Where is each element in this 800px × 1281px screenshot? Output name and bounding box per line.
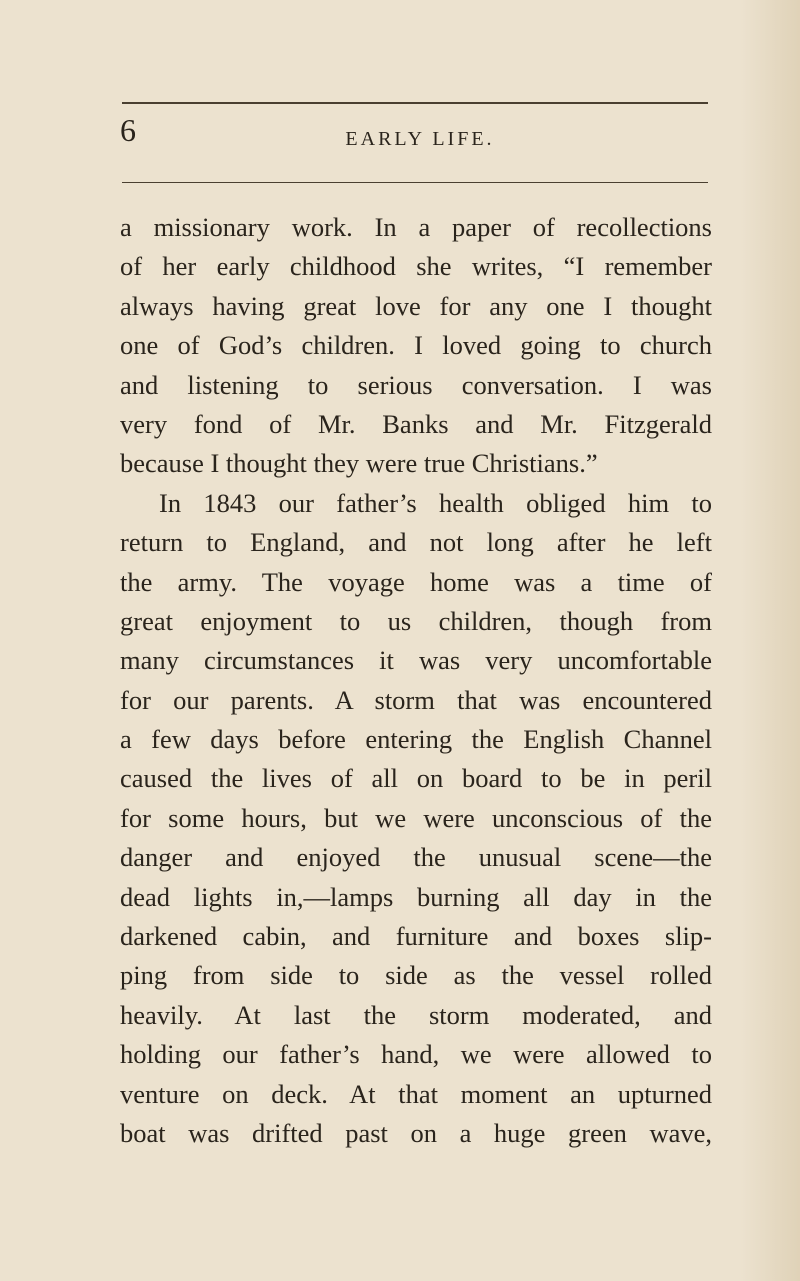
running-title: EARLY LIFE. [345,128,495,150]
paragraph-start-line: In 1843 our father’s health obliged him to [159,487,712,518]
text-line: and listening to serious conversation. I was [120,369,712,400]
text-line: because I thought they were true Christians.” [120,448,598,479]
text-line: ping from side to side as the vessel rolled [120,960,712,991]
body-text [120,208,712,1153]
text-line: for some hours, but we were unconscious of the [120,802,712,833]
text-line: for our parents. A storm that was encountered [120,684,712,715]
text-line: venture on deck. At that moment an upturned [120,1078,712,1109]
text-line: return to England, and not long after he left [120,527,712,558]
text-line: caused the lives of all on board to be in peril [120,763,712,794]
text-line: danger and enjoyed the unusual scene—the [120,842,712,873]
text-line: always having great love for any one I thought [120,290,712,321]
text-line: darkened cabin, and furniture and boxes slip- [120,921,712,952]
header-rule-top [122,102,708,104]
text-line: a missionary work. In a paper of recollections [120,212,712,242]
page-edge-shading [740,0,800,1281]
text-line: heavily. At last the storm moderated, and [120,999,712,1030]
text-line: great enjoyment to us children, though from [120,605,712,636]
text-line: very fond of Mr. Banks and Mr. Fitzgerald [120,408,712,439]
text-line: many circumstances it was very uncomfortable [120,645,712,676]
text-line: of her early childhood she writes, “I remember [120,251,712,282]
header-rule-bottom [122,182,708,183]
page-number: 6 [120,112,136,148]
text-line: holding our father’s hand, we were allowed to [120,1039,712,1070]
text-line: dead lights in,—lamps burning all day in the [120,881,712,912]
text-line: boat was drifted past on a huge green wave, [120,1117,712,1148]
text-line: the army. The voyage home was a time of [120,566,712,597]
text-line: a few days before entering the English Channel [120,724,712,755]
text-line: one of God’s children. I loved going to church [120,330,712,361]
